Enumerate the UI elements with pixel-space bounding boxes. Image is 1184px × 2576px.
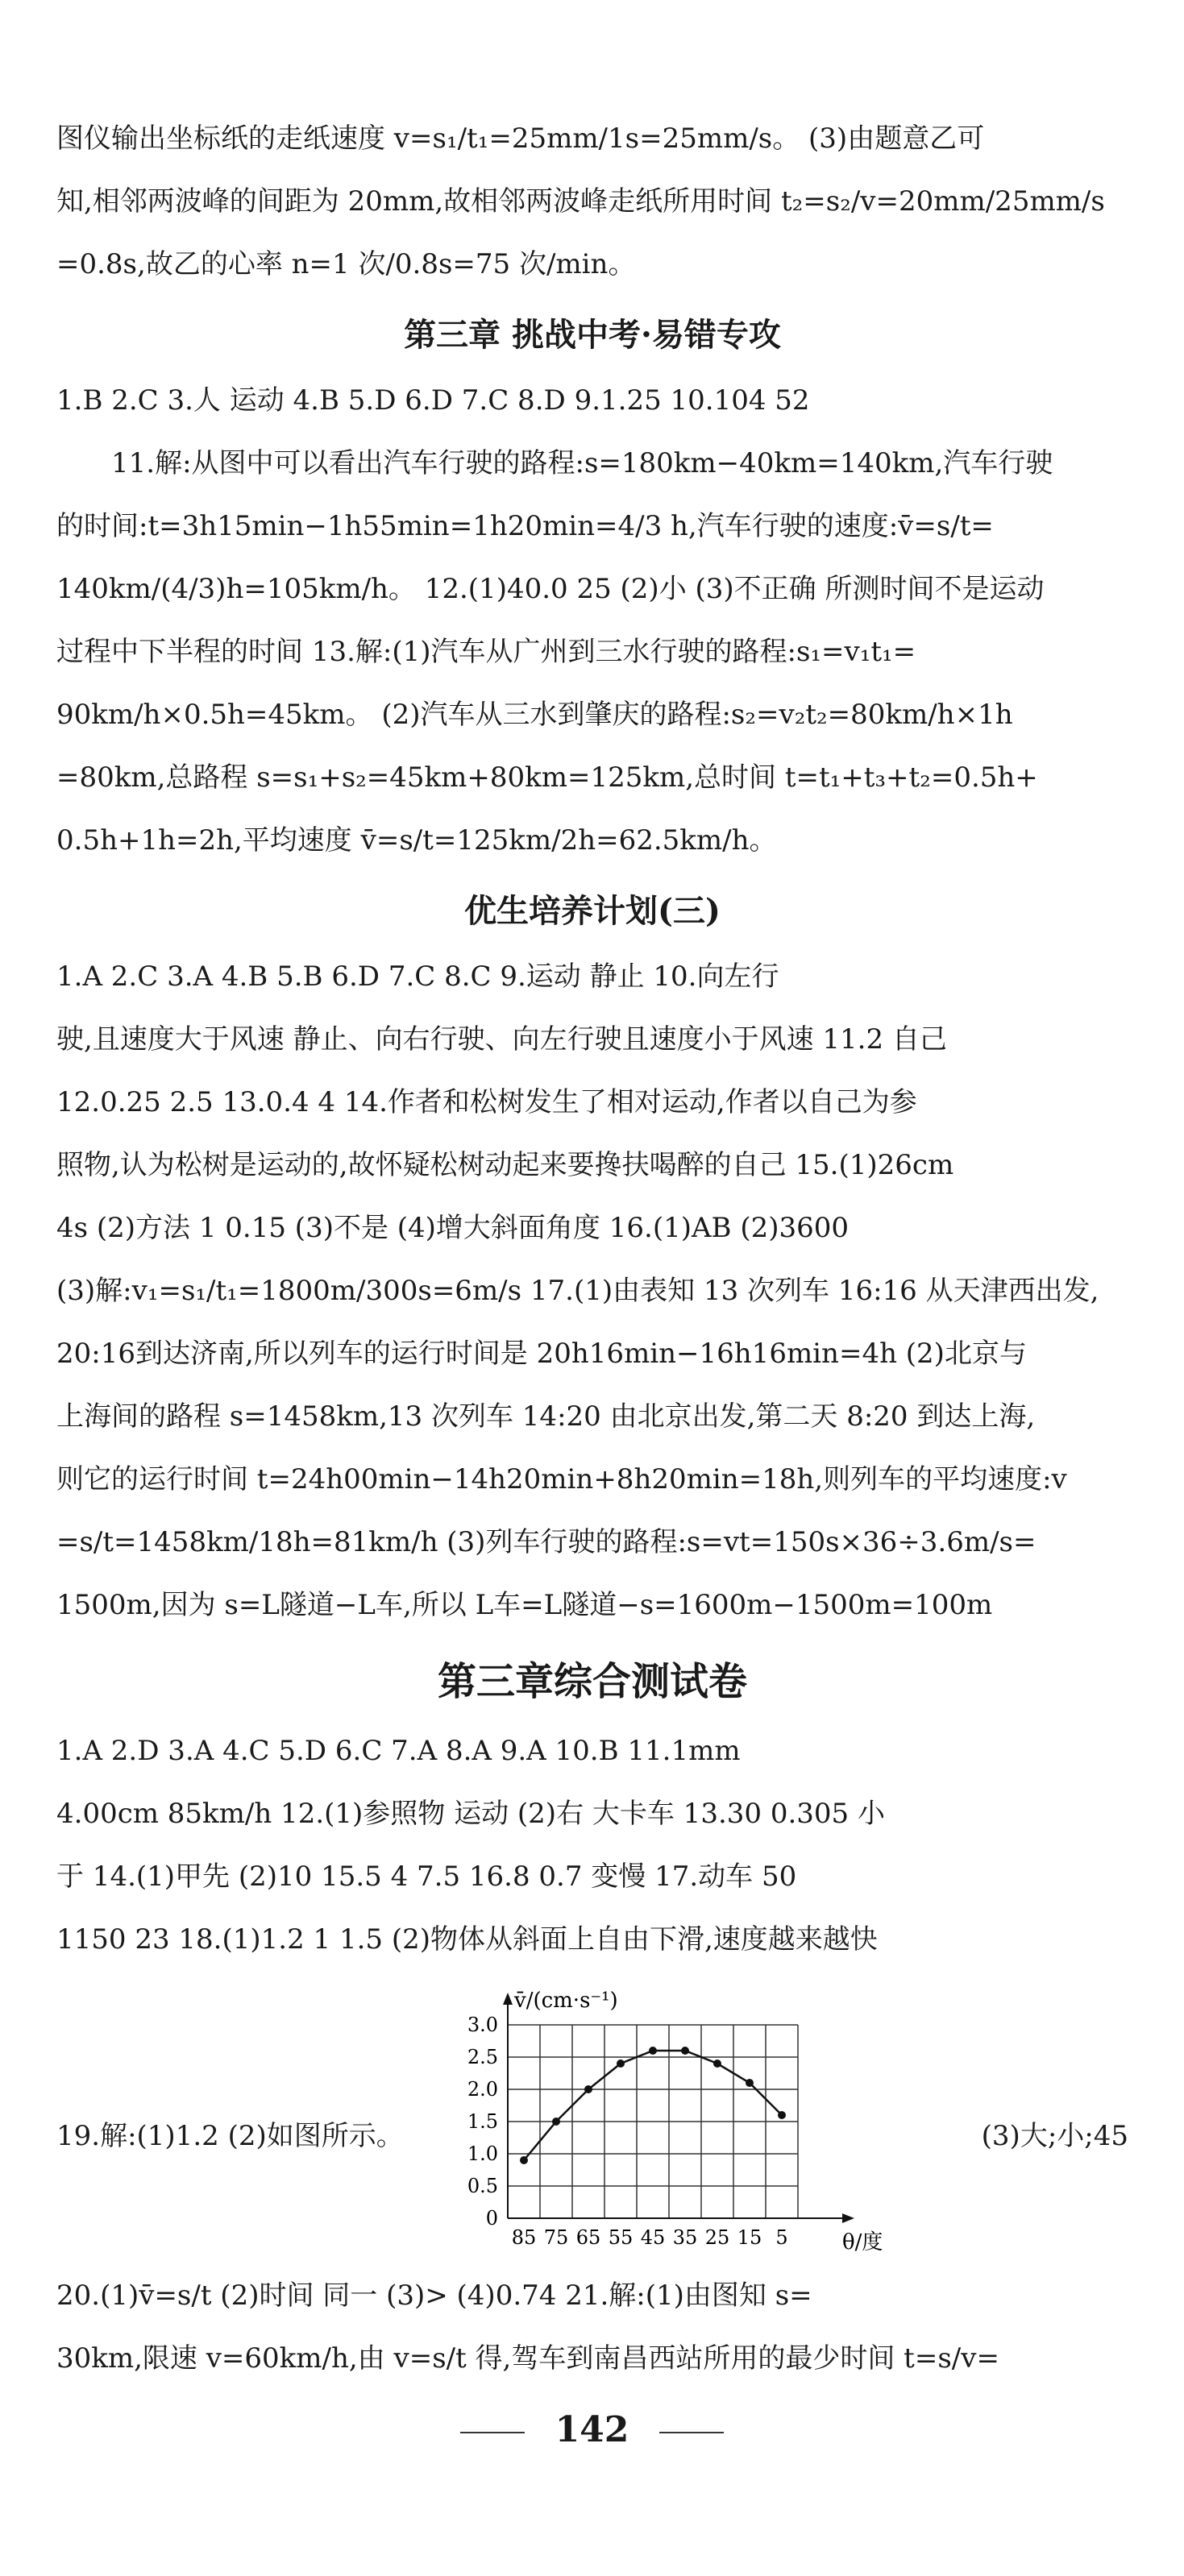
section-title-challenge: 第三章 挑战中考·易错专攻 [404,316,781,354]
intro-block [56,121,1128,282]
text-line: 30km,限速 v=60km/h,由 v=s/t 得,驾车到南昌西站所用的最少时间 t=s/v= [56,2342,999,2375]
q19-answer-right: (3)大;小;45 [981,2120,1128,2152]
text-line: 于 14.(1)甲先 (2)10 15.5 4 7.5 16.8 0.7 变慢 17.动车 50 [56,1860,797,1893]
y-axis-label: v̄/(cm·s⁻¹) [514,1989,618,2013]
q19-answer-left: 19.解:(1)1.2 (2)如图所示。 [56,2120,404,2152]
x-tick-label: 75 [543,2226,569,2249]
footer-dash-left [460,2432,525,2433]
y-tick-label: 1.0 [467,2143,498,2165]
section-challenge-answers [56,383,1128,858]
y-tick-label: 0.5 [467,2175,498,2197]
data-point [617,2060,625,2068]
text-line: 1500m,因为 s=L隧道−L车,所以 L车=L隧道−s=1600m−1500m=100m [56,1589,993,1621]
data-point [552,2118,560,2126]
text-line: 的时间:t=3h15min−1h55min=1h20min=4/3 h,汽车行驶的速度:v̄=s/t= [56,510,994,542]
answer-page [56,121,1128,2404]
text-line: 90km/h×0.5h=45km。 (2)汽车从三水到肇庆的路程:s₂=v₂t₂=80km/h×1h [56,699,1013,731]
data-point [649,2047,657,2055]
velocity-angle-chart [451,1985,883,2255]
section-title-excellent-plan: 优生培养计划(三) [464,892,721,930]
x-tick-label: 45 [640,2226,666,2249]
x-tick-label: 85 [511,2226,537,2249]
text-line: =s/t=1458km/18h=81km/h (3)列车行驶的路程:s=vt=150s×36÷3.6m/s= [56,1526,1037,1558]
x-tick-label: 55 [608,2226,634,2249]
text-line: (3)解:v₁=s₁/t₁=1800m/300s=6m/s 17.(1)由表知 13 次列车 16:16 从天津西出发, [56,1275,1099,1307]
text-line: 1.A 2.D 3.A 4.C 5.D 6.C 7.A 8.A 9.A 10.B 11.1mm [56,1735,741,1767]
text-line: 照物,认为松树是运动的,故怀疑松树动起来要搀扶喝醉的自己 15.(1)26cm [56,1149,954,1181]
text-line: 11.解:从图中可以看出汽车行驶的路程:s=180km−40km=140km,汽车行驶 [111,447,1053,479]
x-axis-arrow [842,2213,854,2223]
x-tick-label: 25 [704,2226,730,2249]
y-tick-label: 2.5 [467,2046,498,2068]
series-line [524,2051,782,2160]
x-tick-label: 35 [672,2226,698,2249]
footer-dash-right [659,2432,724,2433]
text-line: 0.5h+1h=2h,平均速度 v̄=s/t=125km/2h=62.5km/h。 [56,824,777,857]
x-tick-label: 15 [737,2226,762,2249]
question-19-row [56,1985,1128,2255]
y-tick-label: 0 [485,2207,498,2230]
text-line: 1.A 2.C 3.A 4.B 5.B 6.D 7.C 8.C 9.运动 静止 10.向左行 [56,960,779,993]
data-point [778,2111,786,2119]
text-line: 4.00cm 85km/h 12.(1)参照物 运动 (2)右 大卡车 13.30 0.305 小 [56,1798,885,1830]
data-point [584,2085,592,2093]
text-line: 12.0.25 2.5 13.0.4 4 14.作者和松树发生了相对运动,作者以自己为参 [56,1086,917,1118]
text-line: 上海间的路程 s=1458km,13 次列车 14:20 由北京出发,第二天 8:20 到达上海, [56,1400,1036,1433]
text-line: 20.(1)v̄=s/t (2)时间 同一 (3)> (4)0.74 21.解:(1)由图知 s= [56,2279,812,2312]
text-line: 图仪输出坐标纸的走纸速度 v=s₁/t₁=25mm/1s=25mm/s。 (3)由题意乙可 [56,122,985,155]
text-line: 4s (2)方法 1 0.15 (3)不是 (4)增大斜面角度 16.(1)AB (2)3600 [56,1212,850,1244]
text-line: 过程中下半程的时间 13.解:(1)汽车从广州到三水行驶的路程:s₁=v₁t₁= [56,636,916,668]
text-line: 140km/(4/3)h=105km/h。 12.(1)40.0 25 (2)小 (3)不正确 所测时间不是运动 [56,573,1045,605]
x-tick-label: 5 [775,2226,788,2249]
text-line: =0.8s,故乙的心率 n=1 次/0.8s=75 次/min。 [56,248,636,280]
x-tick-label: 65 [575,2226,601,2249]
data-point [681,2047,689,2055]
x-axis-label: θ/度 [842,2230,883,2255]
text-line: 驶,且速度大于风速 静止、向右行驶、向左行驶且速度小于风速 11.2 自己 [56,1023,947,1056]
y-tick-label: 1.5 [467,2110,498,2133]
data-point [746,2079,754,2087]
page-footer [0,2409,1184,2450]
text-line: =80km,总路程 s=s₁+s₂=45km+80km=125km,总时间 t=t₁+t₃+t₂=0.5h+ [56,761,1038,794]
section-excellent-plan-answers [56,959,1128,1623]
section-chapter-test-answers [56,1733,1128,1957]
text-line: 知,相邻两波峰的间距为 20mm,故相邻两波峰走纸所用时间 t₂=s₂/v=20mm/25mm/s [56,185,1105,218]
text-line: 1.B 2.C 3.人 运动 4.B 5.D 6.D 7.C 8.D 9.1.25 10.104 52 [56,384,810,417]
y-tick-label: 3.0 [467,2014,498,2036]
text-line: 1150 23 18.(1)1.2 1 1.5 (2)物体从斜面上自由下滑,速度越来越快 [56,1923,878,1956]
section-title-chapter-test: 第三章综合测试卷 [437,1659,747,1704]
final-answers [56,2278,1128,2376]
text-line: 则它的运行时间 t=24h00min−14h20min+8h20min=18h,则列车的平均速度:v [56,1463,1067,1495]
data-point [520,2156,528,2164]
data-point [713,2060,721,2068]
text-line: 20:16到达济南,所以列车的运行时间是 20h16min−16h16min=4h (2)北京与 [56,1338,1027,1370]
page-number: 142 [555,2409,629,2450]
y-tick-label: 2.0 [467,2078,498,2101]
y-axis-arrow [503,1993,513,2005]
